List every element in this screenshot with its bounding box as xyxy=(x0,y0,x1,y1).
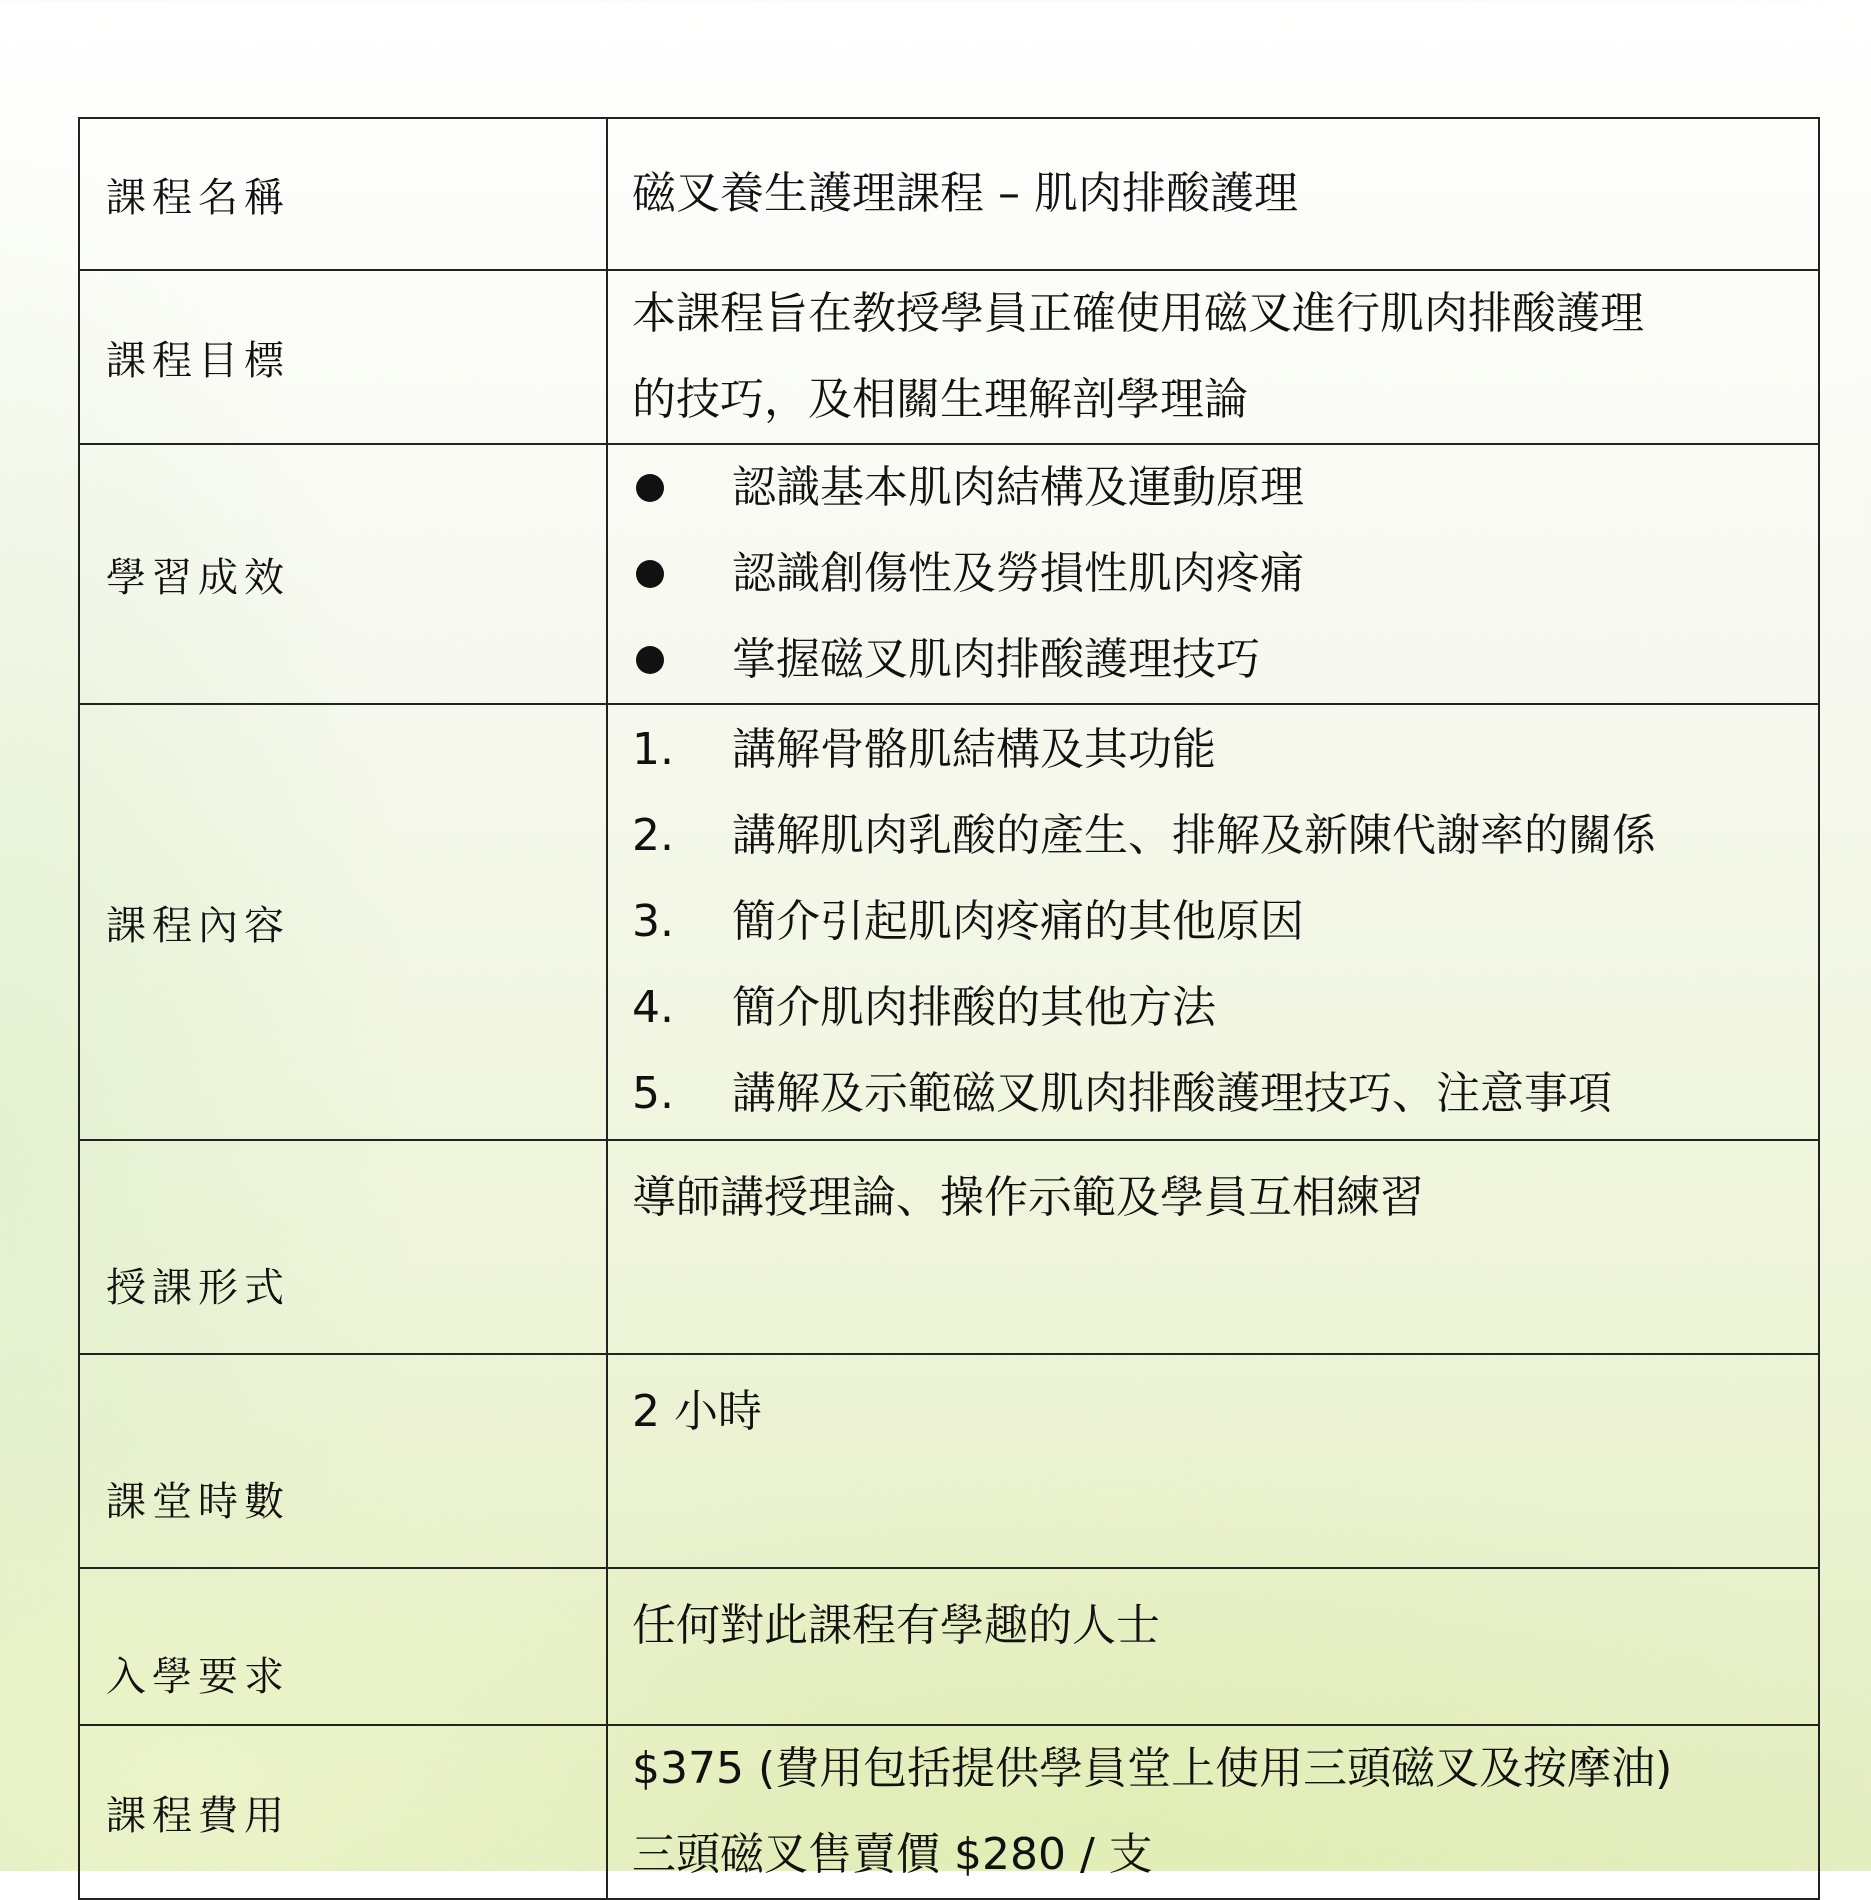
content-item-text: 講解及示範磁叉肌肉排酸護理技巧、注意事項 xyxy=(732,1068,1612,1119)
row-learning-outcomes xyxy=(79,444,1819,704)
content-item-number: 1. xyxy=(632,724,674,775)
content-item xyxy=(632,1051,1798,1137)
course-fee-value xyxy=(607,1725,1819,1899)
row-course-goal xyxy=(79,270,1819,444)
learning-outcomes-list xyxy=(607,444,1819,704)
outcome-item xyxy=(632,445,1798,531)
course-fee-line: 三頭磁叉售賣價 $280 / 支 xyxy=(632,1829,1153,1880)
outcome-item xyxy=(632,531,1798,617)
entry-requirement-value xyxy=(607,1568,1819,1725)
outcome-item-text: 認識創傷性及勞損性肌肉疼痛 xyxy=(732,548,1304,599)
bullet-icon xyxy=(636,560,664,588)
entry-requirement-label: 入學要求 xyxy=(79,1568,607,1725)
class-hours-text: 2 小時 xyxy=(632,1386,762,1437)
row-course-fee xyxy=(79,1725,1819,1899)
entry-requirement-text: 任何對此課程有學趣的人士 xyxy=(632,1600,1160,1651)
content-item-text: 簡介肌肉排酸的其他方法 xyxy=(732,982,1216,1033)
content-item-number: 5. xyxy=(632,1068,674,1119)
content-item-text: 簡介引起肌肉疼痛的其他原因 xyxy=(732,896,1304,947)
course-goal-line: 的技巧，及相關生理解剖學理論 xyxy=(632,374,1248,425)
content-item-text: 講解骨骼肌結構及其功能 xyxy=(732,724,1216,775)
teaching-format-value xyxy=(607,1140,1819,1354)
row-course-name xyxy=(79,118,1819,270)
course-name-label: 課程名稱 xyxy=(79,118,607,270)
course-goal-line: 本課程旨在教授學員正確使用磁叉進行肌肉排酸護理 xyxy=(632,288,1644,339)
row-class-hours xyxy=(79,1354,1819,1568)
row-teaching-format xyxy=(79,1140,1819,1354)
content-item-text: 講解肌肉乳酸的產生、排解及新陳代謝率的關係 xyxy=(732,810,1656,861)
course-goal-value xyxy=(607,270,1819,444)
class-hours-value xyxy=(607,1354,1819,1568)
course-info-table-wrapper xyxy=(78,117,1820,1900)
course-goal-label: 課程目標 xyxy=(79,270,607,444)
course-fee-label: 課程費用 xyxy=(79,1725,607,1899)
bullet-icon xyxy=(636,474,664,502)
class-hours-label: 課堂時數 xyxy=(79,1354,607,1568)
content-item xyxy=(632,707,1798,793)
outcome-item-text: 認識基本肌肉結構及運動原理 xyxy=(732,462,1304,513)
content-item xyxy=(632,965,1798,1051)
course-content-label: 課程內容 xyxy=(79,704,607,1140)
content-item-number: 3. xyxy=(632,896,674,947)
content-item xyxy=(632,793,1798,879)
course-name-value: 磁叉養生護理課程 – 肌肉排酸護理 xyxy=(607,118,1819,270)
content-item xyxy=(632,879,1798,965)
row-entry-requirement xyxy=(79,1568,1819,1725)
learning-outcomes-label: 學習成效 xyxy=(79,444,607,704)
teaching-format-text: 導師講授理論、操作示範及學員互相練習 xyxy=(632,1172,1424,1223)
teaching-format-label: 授課形式 xyxy=(79,1140,607,1354)
course-info-table xyxy=(78,117,1820,1900)
row-course-content xyxy=(79,704,1819,1140)
content-item-number: 4. xyxy=(632,982,674,1033)
course-fee-line: $375 (費用包括提供學員堂上使用三頭磁叉及按摩油) xyxy=(632,1743,1673,1794)
bullet-icon xyxy=(636,646,664,674)
outcome-item xyxy=(632,617,1798,703)
course-content-list xyxy=(607,704,1819,1140)
content-item-number: 2. xyxy=(632,810,674,861)
outcome-item-text: 掌握磁叉肌肉排酸護理技巧 xyxy=(732,634,1260,685)
